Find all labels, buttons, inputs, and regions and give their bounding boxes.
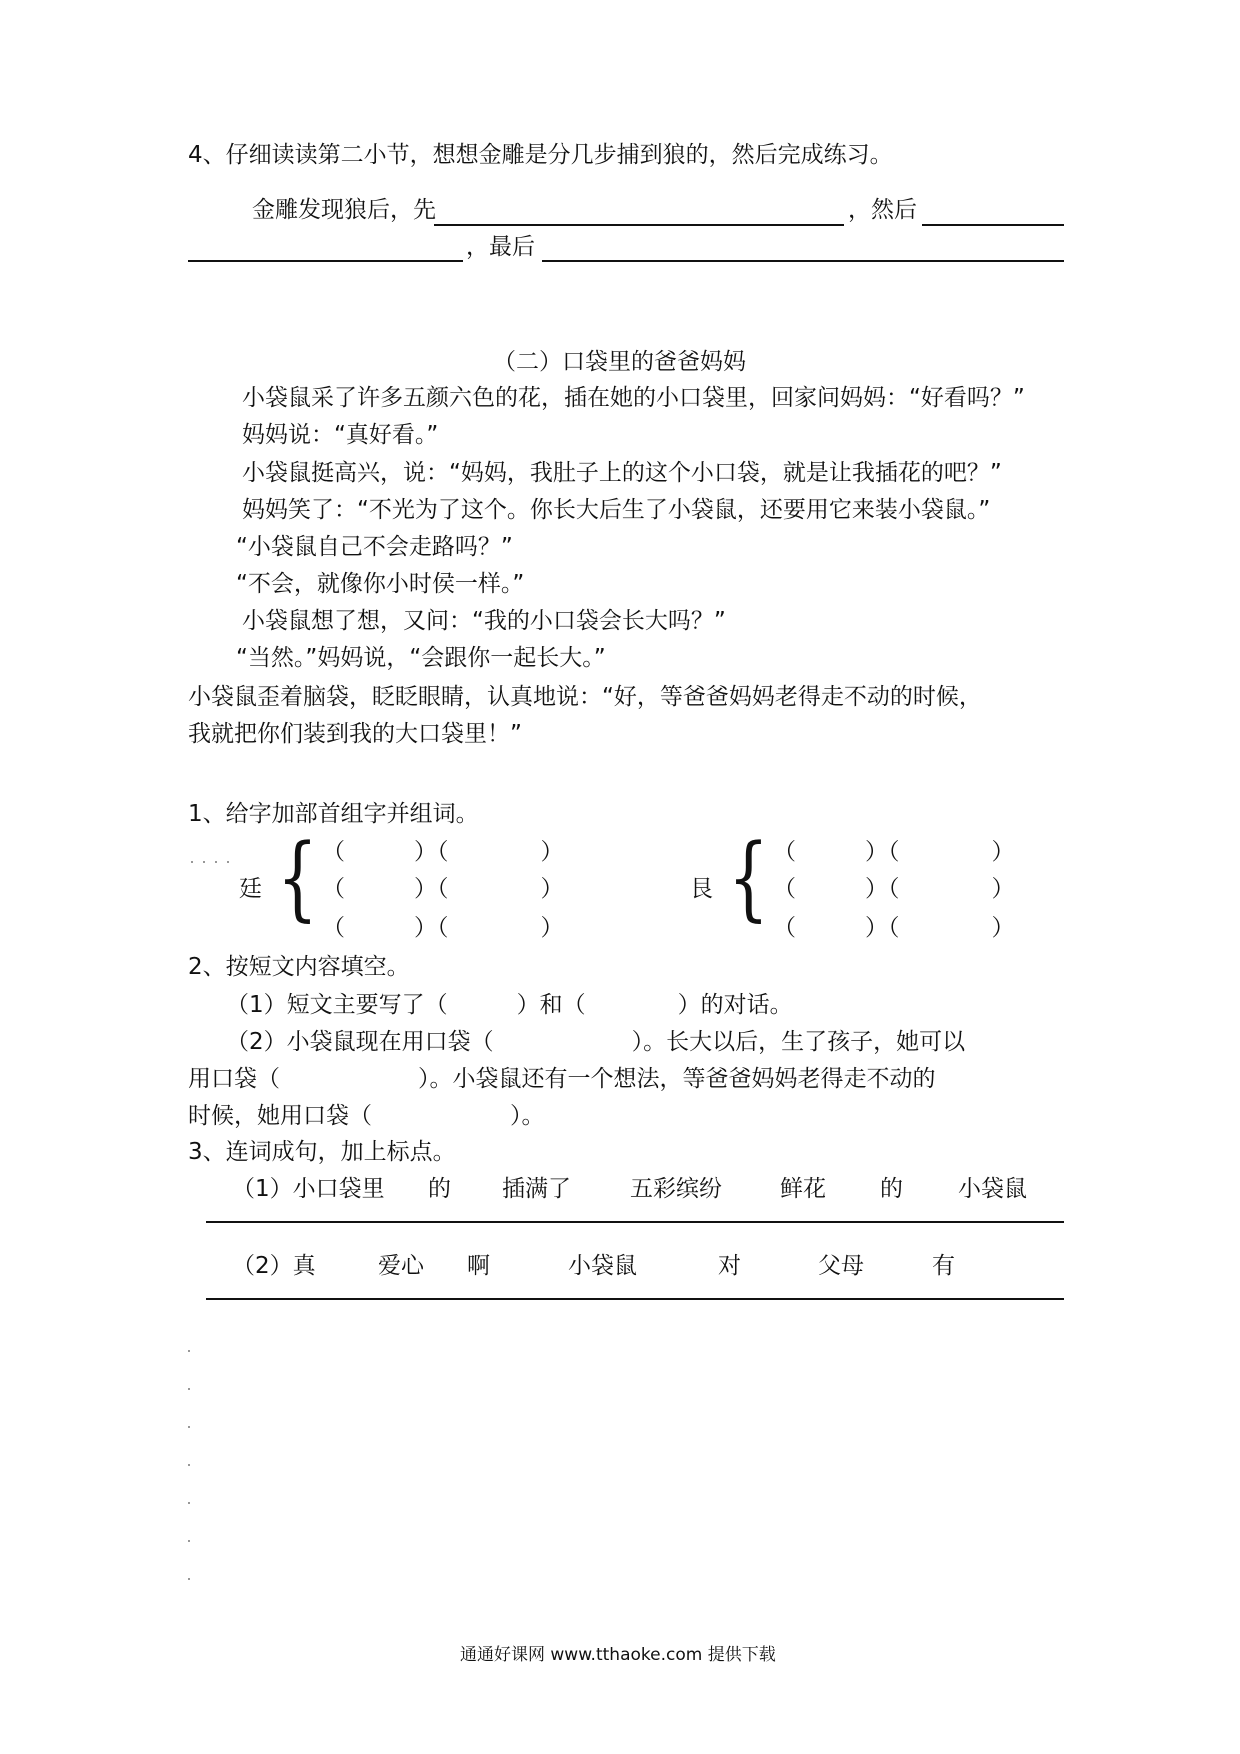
passage-line: “小袋鼠自己不会走路吗？” [236,534,513,560]
dot-mark [215,861,217,863]
margin-dot [188,1540,190,1542]
q4-answer-line-3[interactable] [188,260,463,262]
ex1-title: 1、给字加部首组字并组词。 [188,801,479,827]
dot-mark [203,861,205,863]
ex1-blank-row[interactable]: （ ）（ ） [773,839,1015,865]
margin-dot [188,1350,190,1352]
ex3-s1-word: （1）小口袋里 [232,1176,385,1202]
margin-dot [188,1502,190,1504]
ex2-line-4: 时候，她用口袋（ ）。 [188,1103,545,1129]
passage-line: 小袋鼠歪着脑袋，眨眨眼睛，认真地说：“好，等爸爸妈妈老得走不动的时候， [188,684,982,710]
ex3-s1-word: 鲜花 [780,1176,826,1202]
q4-answer-line-1[interactable] [434,224,844,226]
q4-lead: 金雕发现狼后，先 [252,197,436,223]
ex1-char-b: 艮 [690,876,713,902]
ex2-title: 2、按短文内容填空。 [188,954,410,980]
ex3-s2-word: 父母 [818,1253,864,1279]
ex1-blank-row[interactable]: （ ）（ ） [322,876,564,902]
margin-dot [188,1388,190,1390]
margin-dot [188,1578,190,1580]
ex3-s2-word: （2）真 [232,1253,316,1279]
ex1-blank-row[interactable]: （ ）（ ） [322,839,564,865]
ex1-blank-row[interactable]: （ ）（ ） [773,915,1015,941]
passage-line: “当然。”妈妈说，“会跟你一起长大。” [236,645,606,671]
ex2-line-2: （2）小袋鼠现在用口袋（ ）。长大以后，生了孩子，她可以 [226,1029,966,1055]
q4-then: ，然后 [848,197,917,223]
passage-line: “不会，就像你小时侯一样。” [236,571,525,597]
ex2-line-1: （1）短文主要写了（ ）和（ ）的对话。 [226,992,793,1018]
passage-line: 妈妈说：“真好看。” [242,422,439,448]
ex1-blank-row[interactable]: （ ）（ ） [773,876,1015,902]
ex3-s2-word: 爱心 [378,1253,424,1279]
ex1-char-a: 廷 [239,876,262,902]
ex3-s2-word: 小袋鼠 [568,1253,637,1279]
ex3-s1-word: 的 [880,1176,903,1202]
ex3-s1-word: 小袋鼠 [958,1176,1027,1202]
ex2-line-3: 用口袋（ ）。小袋鼠还有一个想法，等爸爸妈妈老得走不动的 [188,1066,936,1092]
ex3-s1-word: 插满了 [502,1176,571,1202]
q4-last: ，最后 [466,234,535,260]
ex3-s2-word: 啊 [467,1253,490,1279]
passage-line: 我就把你们装到我的大口袋里！” [188,721,522,747]
passage-line: 小袋鼠采了许多五颜六色的花，插在她的小口袋里，回家问妈妈：“好看吗？” [242,385,1025,411]
q4-answer-line-4[interactable] [542,260,1064,262]
ex3-answer-line-1[interactable] [206,1221,1064,1223]
dot-mark [191,861,193,863]
q4-title: 4、仔细读读第二小节，想想金雕是分几步捕到狼的，然后完成练习。 [188,142,893,168]
passage-line: 小袋鼠想了想，又问：“我的小口袋会长大吗？” [242,608,726,634]
margin-dot [188,1464,190,1466]
ex3-s2-word: 对 [718,1253,741,1279]
page-footer: 通通好课网 www.tthaoke.com 提供下载 [460,1645,776,1665]
brace-icon: { [728,824,769,931]
ex3-s2-word: 有 [932,1253,955,1279]
q4-answer-line-2[interactable] [922,224,1064,226]
ex3-s1-word: 的 [428,1176,451,1202]
dot-mark [227,861,229,863]
ex3-answer-line-2[interactable] [206,1298,1064,1300]
passage-line: 小袋鼠挺高兴，说：“妈妈，我肚子上的这个小口袋，就是让我插花的吧？” [242,460,1002,486]
ex1-blank-row[interactable]: （ ）（ ） [322,915,564,941]
margin-dot [188,1426,190,1428]
passage-line: 妈妈笑了：“不光为了这个。你长大后生了小袋鼠，还要用它来装小袋鼠。” [242,497,991,523]
passage-title: （二）口袋里的爸爸妈妈 [493,349,746,375]
ex3-title: 3、连词成句，加上标点。 [188,1139,456,1165]
ex3-s1-word: 五彩缤纷 [630,1176,722,1202]
brace-icon: { [277,824,318,931]
